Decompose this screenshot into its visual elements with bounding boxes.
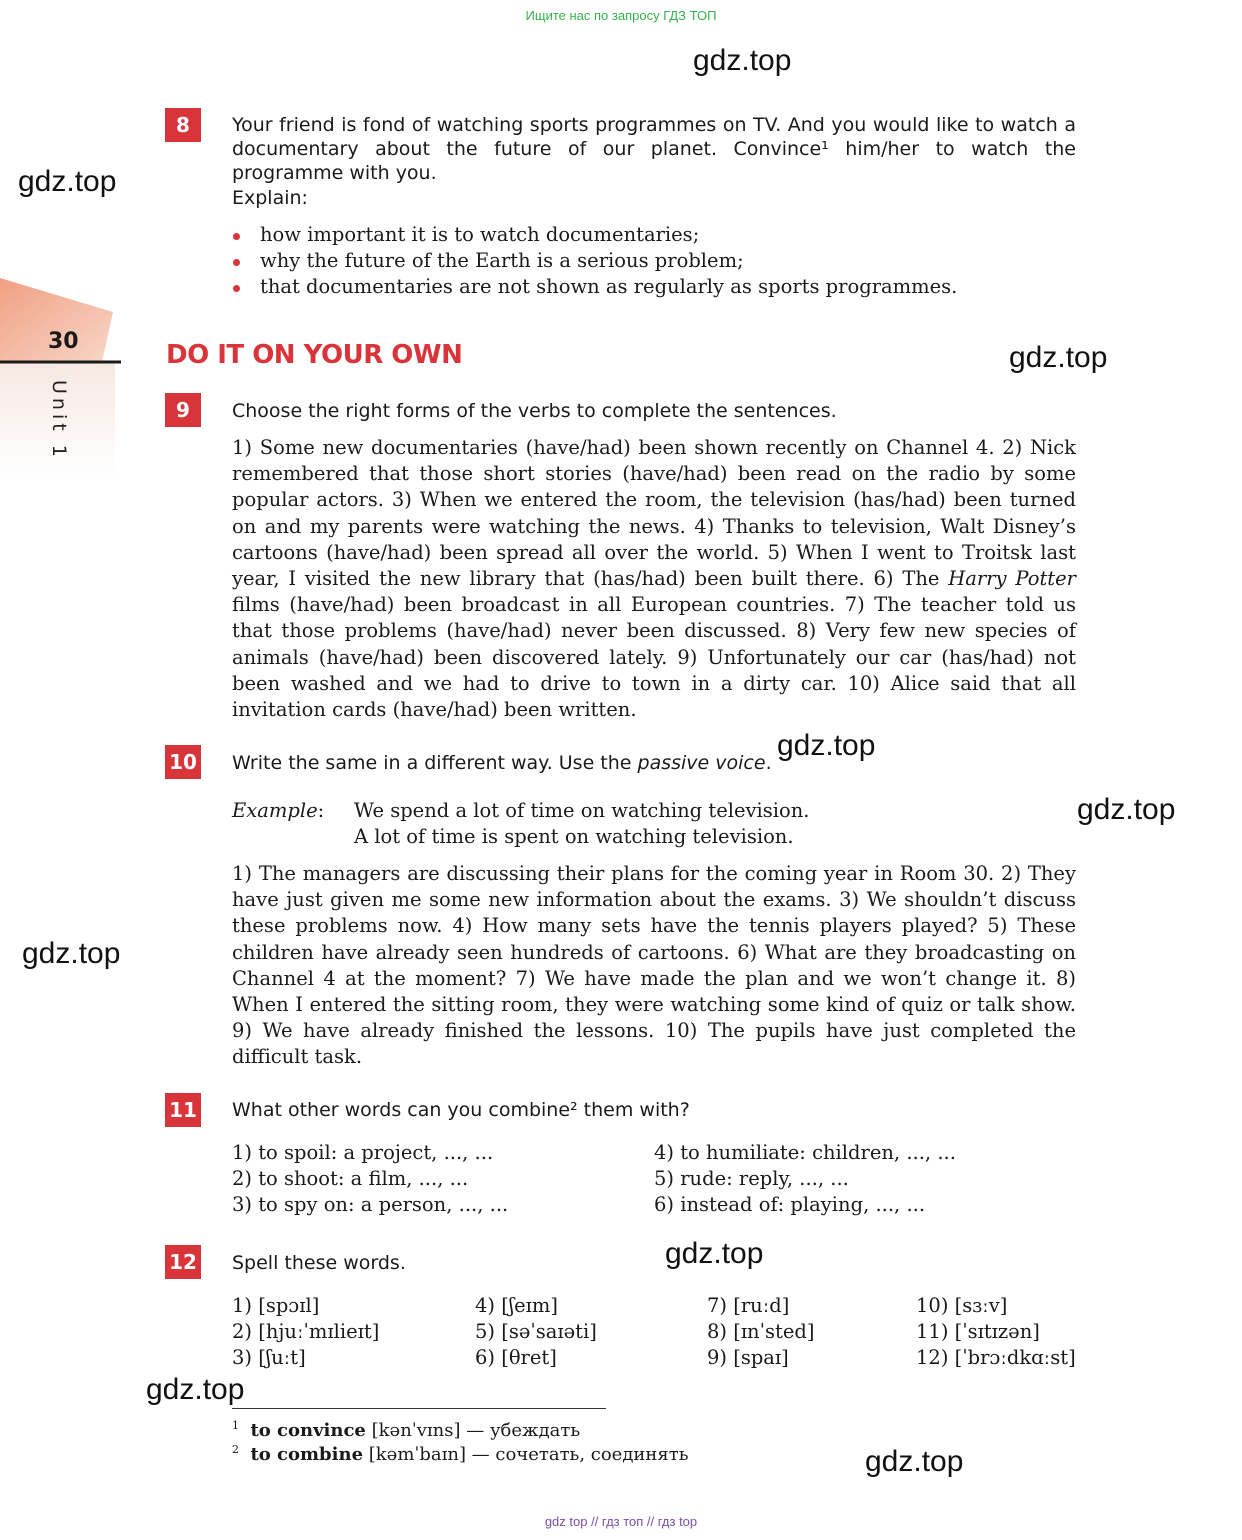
- footnote-mark: 2: [232, 1443, 239, 1456]
- exercise-number-badge: 12: [165, 1245, 201, 1279]
- footnote-term: to combine: [250, 1444, 364, 1465]
- footnote-definition: [kəmˈbaɪn] — сочетать, соединять: [363, 1444, 689, 1465]
- bullet-item: that documentaries are not shown as regularly as sports programmes.: [232, 274, 1092, 300]
- watermark: gdz.top: [865, 1445, 964, 1478]
- exercise-8-instruction: Your friend is fond of watching sports programmes on TV. And you would like to watch a documentary about the future of our planet. Convince¹ him/her to watch the programme with you.: [232, 114, 1076, 184]
- exercise-8-bullet-list: [232, 222, 1092, 300]
- exercise-12-column: [475, 1293, 597, 1371]
- exercise-10-text: 1) The managers are discussing their plans for the coming year in Room 30. 2) They have just given me some new information about the exams. 3) We shouldn’t discuss these problems now. 4) How many sets have the tennis players played? 5) These children have already seen hundreds of cartoons. 6) What are they broadcasting on Channel 4 at the moment? 7) We have made the plan and we won’t change it. 8) When I entered the sitting room, they were watching some kind of quiz or talk show. 9) We have already finished the lessons. 10) The pupils have just completed the difficult task.: [232, 862, 1076, 1069]
- footnote-term: to convince: [250, 1420, 366, 1441]
- exercise-number-badge: 8: [165, 108, 201, 142]
- exercise-11-instruction: What other words can you combine² them with?: [232, 1099, 690, 1121]
- watermark: gdz.top: [693, 44, 792, 77]
- footnote: [232, 1438, 689, 1467]
- exercise-number-badge: 11: [165, 1093, 201, 1127]
- list-item: 3) [ʃuːt]: [232, 1346, 306, 1369]
- bullet-item: why the future of the Earth is a serious problem;: [232, 248, 1092, 274]
- watermark: gdz.top: [1009, 341, 1108, 374]
- example-label: [232, 798, 324, 824]
- unit-label: Unit 1: [48, 380, 70, 461]
- list-item: 8) [ɪnˈsted]: [707, 1320, 815, 1343]
- exercise-number-badge: 10: [165, 745, 201, 779]
- list-item: 5) rude: reply, ..., ...: [654, 1167, 849, 1190]
- list-item: 10) [sɜːv]: [916, 1294, 1008, 1317]
- exercise-12-column: [707, 1293, 814, 1371]
- list-item: 7) [ruːd]: [707, 1294, 790, 1317]
- exercise-11-column: [232, 1140, 508, 1218]
- footnote-divider: [232, 1408, 606, 1409]
- exercise-9-italic-title: Harry Potter: [948, 567, 1076, 591]
- footer-links: gdz top // гдз топ // гдз top: [544, 1514, 698, 1529]
- footnote-definition: [kənˈvɪns] — убеждать: [365, 1420, 581, 1441]
- list-item: 5) [səˈsaɪəti]: [475, 1320, 597, 1343]
- watermark: gdz.top: [665, 1237, 764, 1270]
- exercise-9-instruction: Choose the right forms of the verbs to complete the sentences.: [232, 400, 837, 422]
- bullet-item: how important it is to watch documentaries;: [232, 222, 1092, 248]
- exercise-10-instruction-end: .: [765, 752, 772, 774]
- footnote-mark: 1: [232, 1419, 239, 1432]
- unit-label-box: [46, 380, 72, 480]
- list-item: 2) to shoot: a film, ..., ...: [232, 1167, 469, 1190]
- exercise-8-explain: Explain:: [232, 187, 308, 209]
- list-item: 9) [spaɪ]: [707, 1346, 789, 1369]
- watermark: gdz.top: [777, 729, 876, 762]
- exercise-10-instruction: [232, 751, 772, 775]
- exercise-12-column: [916, 1293, 1076, 1371]
- list-item: 11) [ˈsɪtɪzən]: [916, 1320, 1040, 1343]
- exercise-9-text: [232, 435, 1076, 723]
- exercise-10-instruction-italic: passive voice: [637, 752, 766, 774]
- page-number: 30: [48, 329, 79, 354]
- list-item: 2) [hjuːˈmɪlieɪt]: [232, 1320, 380, 1343]
- list-item: 6) [θret]: [475, 1346, 557, 1369]
- list-item: 6) instead of: playing, ..., ...: [654, 1193, 926, 1216]
- exercise-11-column: [654, 1140, 956, 1218]
- exercise-12-column: [232, 1293, 379, 1371]
- list-item: 12) [ˈbrɔːdkɑːst]: [916, 1346, 1076, 1369]
- example-line: A lot of time is spent on watching television.: [354, 825, 794, 848]
- exercise-9-text-part: films (have/had) been broadcast in all European countries. 7) The teacher told us that those problems (have/had) never been discussed. 8) Very few new species of animals (have/had) been discovered lately. 9) Unfortunately our car (has/had) not been washed and we had to drive to town in a dirty car. 10) Alice said that all invitation cards (have/had) been written.: [232, 593, 1076, 722]
- watermark: gdz.top: [146, 1373, 245, 1406]
- example-label-colon: :: [317, 799, 325, 822]
- watermark: gdz.top: [1077, 793, 1176, 826]
- top-search-note: Ищите нас по запросу ГДЗ ТОП: [525, 8, 717, 23]
- example-label-italic: Example: [232, 799, 318, 822]
- list-item: 4) [ʃeɪm]: [475, 1294, 558, 1317]
- list-item: 1) [spɔɪl]: [232, 1294, 320, 1317]
- section-title: DO IT ON YOUR OWN: [166, 340, 463, 370]
- watermark: gdz.top: [22, 937, 121, 970]
- exercise-12-instruction: Spell these words.: [232, 1252, 406, 1274]
- list-item: 3) to spy on: a person, ..., ...: [232, 1193, 509, 1216]
- list-item: 4) to humiliate: children, ..., ...: [654, 1141, 956, 1164]
- exercise-number-badge: 9: [165, 393, 201, 427]
- example-line: We spend a lot of time on watching television.: [354, 799, 810, 822]
- exercise-9-text-part: 1) Some new documentaries (have/had) been shown recently on Channel 4. 2) Nick remembered that those short stories (have/had) been read on the radio by some popular actors. 3) When we entered the room, the television (has/had) been turned on and my parents were watching the news. 4) Thanks to television, Walt Disney’s cartoons (have/had) been spread all over the world. 5) When I went to Troitsk last year, I visited the new library that (has/had) been built there. 6) The: [232, 436, 1076, 591]
- watermark: gdz.top: [18, 165, 117, 198]
- list-item: 1) to spoil: a project, ..., ...: [232, 1141, 494, 1164]
- exercise-10-instruction-text: Write the same in a different way. Use the: [232, 752, 638, 774]
